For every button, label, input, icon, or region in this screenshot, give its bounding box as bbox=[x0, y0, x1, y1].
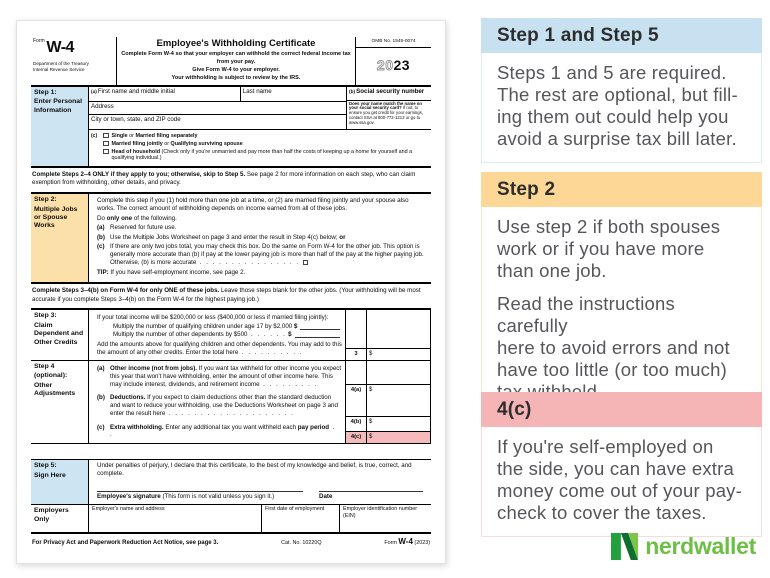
step3-children-line: Multiply the number of qualifying children under age 17 by $2,000 $ bbox=[97, 323, 342, 331]
step5-label bbox=[31, 460, 89, 504]
notice-2-4-rest: See page 2 for more information on each step, who can claim exemption from withholding, other details, and privacy. bbox=[32, 171, 416, 187]
step3-dependents-line: Multiply the number of other dependents by $500 . . . . . . $ bbox=[97, 331, 342, 339]
ssn-note-bold: Does your name match the name on your social security card? bbox=[349, 100, 422, 111]
step5-body bbox=[89, 460, 431, 504]
ssn-label: Social security number bbox=[356, 87, 425, 95]
form-header-center bbox=[117, 37, 355, 85]
step1-body bbox=[89, 87, 431, 167]
perjury-statement: Under penalties of perjury, I declare that this certificate, to the best of my knowledge and belief, is true, correct, and complete. bbox=[97, 462, 412, 477]
step2-label bbox=[31, 194, 89, 283]
dependents-dollar-sign: $ bbox=[288, 331, 292, 339]
step4-amount-column bbox=[345, 361, 431, 443]
callout-step1-and-5 bbox=[481, 18, 762, 163]
ssn-note-rest: If not, to ensure you get credit for your earnings, contact SSA at 800-772-1213 or go to www.ssa.gov. bbox=[349, 105, 423, 125]
step4-body bbox=[89, 361, 345, 443]
address-field[interactable] bbox=[89, 102, 346, 115]
step3-amount-column bbox=[345, 310, 431, 360]
department-lines bbox=[33, 61, 114, 72]
step4-section bbox=[31, 361, 431, 444]
step2-a-text: Reserved for future use. bbox=[110, 224, 177, 232]
step1-name-address bbox=[89, 87, 346, 129]
employers-only-title: Employers Only bbox=[34, 506, 69, 523]
step2-item-b bbox=[97, 234, 428, 242]
step2-section bbox=[31, 194, 431, 285]
catalog-number: Cat. No. 10220Q bbox=[281, 539, 322, 546]
checkbox-two-jobs-total[interactable] bbox=[303, 260, 309, 266]
callout-4c-body: If you're self-employed on the side, you can have extra money come out of your pay- check to cover the taxes. bbox=[481, 427, 762, 537]
step1-section bbox=[31, 87, 431, 169]
step4-a-text: Other income (not from jobs). If you want tax withheld for other income you expect this year that won't have withholding, enter the amount of other income here. This may include interest, dividends, and retirement income . . . . . . . . . bbox=[110, 364, 342, 388]
step3-intro: If your total income will be $200,000 or less ($400,000 or less if married filing jointly): bbox=[97, 313, 329, 321]
filing-option-head-of-household bbox=[103, 149, 429, 162]
step2-tag-a: (a) bbox=[97, 224, 105, 232]
form-header-left bbox=[31, 37, 117, 85]
city-state-zip-field[interactable] bbox=[89, 115, 346, 129]
step4a-amount-field[interactable]: $ bbox=[369, 386, 373, 393]
step4a-row bbox=[346, 384, 430, 396]
step4-tag-b: (b) bbox=[97, 393, 105, 401]
step4-subtitle: Other Adjustments bbox=[34, 381, 76, 398]
date-label: Date bbox=[319, 492, 333, 500]
step2-title: Step 2: bbox=[34, 195, 57, 203]
filing-option-hoh-label: Head of household (Check only if you're unmarried and pay more than half the costs of keeping up a home for yourself and a qualifying individual.) bbox=[111, 148, 413, 162]
form-footer-number: Form W-4 (2023) bbox=[384, 536, 430, 546]
tag-a: (a) bbox=[91, 89, 97, 95]
notice-steps-3-4b bbox=[31, 284, 431, 310]
step4-item-b bbox=[97, 394, 342, 418]
filing-option-single-label: Single or Married filing separately bbox=[111, 132, 198, 139]
step4-title: Step 4 bbox=[34, 363, 55, 371]
step3-total-line: Add the amounts above for qualifying children and other dependents. You may add to this the amount of any other credits. Enter the total here . . . . . . . . . . bbox=[97, 340, 342, 356]
date-field[interactable] bbox=[319, 491, 423, 501]
dependents-amount-field[interactable] bbox=[295, 331, 340, 338]
step5-section bbox=[31, 459, 431, 505]
step1-fields bbox=[89, 87, 431, 129]
form-year bbox=[356, 48, 431, 84]
row-number-4b: 4(b) bbox=[346, 417, 367, 428]
signature-label: Employee's signature (This form is not valid unless you sign it.) bbox=[97, 492, 275, 500]
privacy-act-notice: For Privacy Act and Paperwork Reduction Act Notice, see page 3. bbox=[32, 539, 219, 546]
step5-title: Step 5: bbox=[34, 462, 57, 469]
step3-title: Step 3: bbox=[34, 312, 57, 320]
employers-cells bbox=[89, 505, 431, 532]
step2-subtitle: Multiple Jobs or Spouse Works bbox=[34, 205, 78, 230]
step2-tip: TIP: If you have self-employment income, see page 2. bbox=[97, 268, 246, 276]
notice-2-4-bold: Complete Steps 2–4 ONLY if they apply to you; otherwise, skip to Step 5. bbox=[32, 171, 246, 179]
step1-ssn-column bbox=[346, 87, 431, 129]
dept-line-1: Department of the Treasury bbox=[33, 61, 89, 67]
step1-title: Step 1: bbox=[34, 88, 57, 96]
step2-body bbox=[89, 194, 431, 283]
year-bold: 23 bbox=[393, 57, 411, 74]
step4-label bbox=[31, 361, 89, 443]
dept-line-2: Internal Revenue Service bbox=[33, 66, 85, 72]
first-date-of-employment-field[interactable]: First date of employment bbox=[261, 505, 339, 532]
callout-step2-title: Step 2 bbox=[497, 179, 556, 200]
step2-item-a bbox=[97, 224, 428, 232]
form-header bbox=[31, 37, 431, 87]
row-number-4c: 4(c) bbox=[346, 432, 367, 443]
callout-4c-header bbox=[481, 392, 762, 427]
year-outline: 20 bbox=[376, 57, 394, 74]
step5-subtitle: Sign Here bbox=[34, 471, 66, 479]
notice-3-4b-bold: Complete Steps 3–4(b) on Form W-4 for only ONE of these jobs. bbox=[32, 287, 220, 295]
callout-step1-5-body: Steps 1 and 5 are required. The rest are optional, but fill- ing them out could help you avoid a surprise tax bill later. bbox=[481, 53, 762, 163]
form-subtitle-2: Give Form W-4 to your employer. bbox=[192, 67, 280, 74]
step2-c-text: If there are only two jobs total, you may check this box. Do the same on Form W-4 for the other job. This option is generally more accurate than (b) if pay at the lower paying job is more than half of the pay at the higher paying job. Otherwise, (b) is more accurate . . . . . . . . . . . . . . . . bbox=[110, 243, 424, 267]
callout-step2-body bbox=[481, 207, 762, 416]
step4-b-text: Deductions. If you expect to claim deductions other than the standard deduction and want to reduce your withholding, use the Deductions Worksheet on page 3 and enter the result here . . . . . . . . . . . . . . . . . . . . bbox=[110, 393, 338, 417]
first-name-label: First name and middle initial bbox=[97, 87, 175, 95]
step4-tag-a: (a) bbox=[97, 364, 105, 372]
form-word: Form bbox=[33, 38, 45, 44]
name-row bbox=[89, 87, 346, 102]
row-number-3: 3 bbox=[346, 349, 367, 360]
step4b-row bbox=[346, 416, 430, 428]
callout-4c-title: 4(c) bbox=[497, 399, 532, 420]
step2-tag-c: (c) bbox=[97, 243, 105, 251]
filing-status-options bbox=[103, 132, 429, 164]
step2-tag-b: (b) bbox=[97, 233, 105, 241]
filing-option-single bbox=[103, 133, 429, 139]
notice-steps-2-4 bbox=[31, 168, 431, 194]
step4-c-text: Extra withholding. Enter any additional tax you want withheld each pay period . . bbox=[110, 423, 336, 439]
form-title: Employee's Withholding Certificate bbox=[156, 38, 316, 49]
signature-row bbox=[89, 478, 431, 504]
tag-c: (c) bbox=[91, 132, 98, 139]
address-label: Address bbox=[91, 102, 114, 110]
form-number: W-4 bbox=[46, 39, 74, 56]
nerdwallet-logo bbox=[611, 533, 756, 560]
step2-intro: Complete this step if you (1) hold more than one job at a time, or (2) are married filing jointly and your spouse also works. The correct amount of withholding depends on income earned from all of these jobs. bbox=[97, 197, 409, 213]
step4c-amount-field[interactable]: $ bbox=[369, 434, 373, 440]
step4-item-c bbox=[97, 424, 342, 440]
step3-label bbox=[31, 310, 89, 360]
step4-title-paren: (optional): bbox=[34, 372, 68, 379]
omb-number: OMB No. 1545-0074 bbox=[356, 37, 431, 48]
step2-b-text: Use the Multiple Jobs Worksheet on page 3 and enter the result in Step 4(c) below; or bbox=[110, 233, 346, 241]
callout-step1-5-header bbox=[481, 18, 762, 53]
tag-b: (b) bbox=[349, 89, 356, 95]
step1-label bbox=[31, 87, 89, 167]
employers-only-label bbox=[31, 505, 89, 532]
form-subtitle-1: Complete Form W-4 so that your employer can withhold the correct federal income tax from your pay. bbox=[121, 51, 351, 66]
last-name-label: Last name bbox=[242, 87, 272, 95]
ssn-field[interactable] bbox=[347, 87, 431, 101]
callout-step2-paragraph-1: Use step 2 if both spouses work or if you have more than one job. bbox=[497, 216, 721, 281]
filing-status-row bbox=[89, 129, 431, 167]
step2-do-line: Do only one of the following. bbox=[97, 214, 177, 222]
step2-item-c bbox=[97, 243, 428, 267]
step4-tag-c: (c) bbox=[97, 423, 105, 431]
children-amount-field[interactable] bbox=[300, 323, 340, 330]
form-header-right bbox=[355, 37, 431, 85]
checkbox-married-filing-jointly[interactable] bbox=[103, 141, 109, 147]
step3-total-amount-field[interactable]: $ bbox=[369, 351, 373, 358]
callout-step2 bbox=[481, 172, 762, 416]
nerdwallet-n-icon bbox=[611, 533, 638, 560]
children-dollar-sign: $ bbox=[293, 323, 298, 331]
employee-signature-field[interactable] bbox=[97, 491, 303, 501]
step3-total-row bbox=[346, 348, 430, 360]
filing-option-married-label: Married filing jointly or Qualifying surviving spouse bbox=[111, 140, 243, 147]
callout-step2-header bbox=[481, 172, 762, 207]
checkbox-head-of-household[interactable] bbox=[103, 149, 109, 155]
step1-subtitle: Enter Personal Information bbox=[34, 98, 82, 114]
checkbox-single-or-married-filing-separately[interactable] bbox=[103, 133, 109, 139]
callout-4c bbox=[481, 392, 762, 537]
form-footer bbox=[31, 534, 431, 548]
nerdwallet-wordmark: nerdwallet bbox=[645, 533, 756, 559]
step3-amount-spacer bbox=[346, 310, 430, 348]
first-name-field[interactable] bbox=[89, 87, 240, 101]
notice-3-4b-rest: Leave those steps blank for the other jobs. (Your withholding will be most accurate if you complete Steps 3–4(b) on the Form W-4 for the highest paying job.) bbox=[32, 287, 421, 303]
w4-form-sheet bbox=[16, 20, 446, 564]
callout-step2-paragraph-2: Read the instructions carefully here to avoid errors and not have too little (or too much) bbox=[497, 293, 730, 380]
filing-option-married-jointly bbox=[103, 141, 429, 147]
step3-section bbox=[31, 310, 431, 361]
step3-subtitle: Claim Dependent and Other Credits bbox=[34, 321, 84, 346]
step3-body bbox=[89, 310, 345, 360]
step4b-amount-field[interactable]: $ bbox=[369, 419, 373, 426]
employer-name-address-field[interactable]: Employer's name and address bbox=[92, 505, 165, 512]
last-name-field[interactable] bbox=[240, 87, 346, 101]
employers-only-section bbox=[31, 505, 431, 534]
step4c-row-highlighted bbox=[346, 431, 430, 443]
form-subtitle-3: Your withholding is subject to review by the IRS. bbox=[171, 75, 301, 82]
city-label: City or town, state, and ZIP code bbox=[91, 115, 181, 123]
row-number-4a: 4(a) bbox=[346, 385, 367, 396]
step4-item-a bbox=[97, 365, 342, 389]
ssn-note bbox=[347, 101, 431, 129]
ein-field[interactable]: Employer identification number (EIN) bbox=[339, 505, 431, 532]
callout-step1-5-title: Step 1 and Step 5 bbox=[497, 25, 659, 46]
